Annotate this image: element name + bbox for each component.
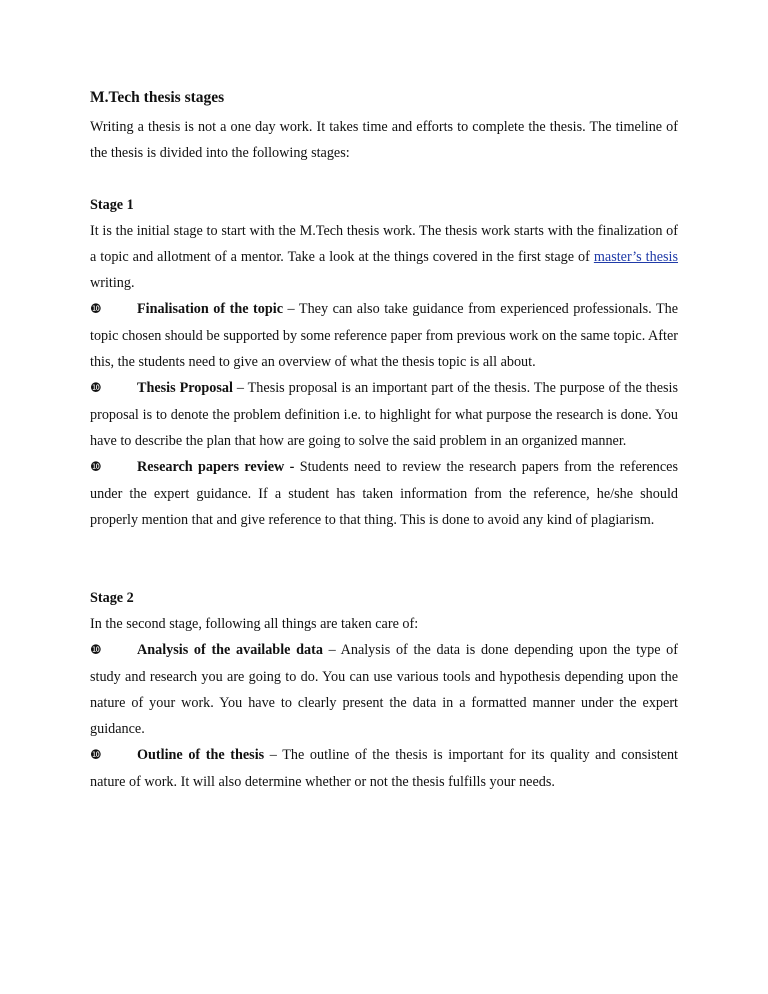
list-item xyxy=(90,296,678,375)
bullet-icon: ❿ xyxy=(90,460,102,475)
bullet-icon: ❿ xyxy=(90,643,102,658)
item-term: Thesis Proposal xyxy=(137,380,233,396)
item-text: – They can also take guidance from experienced professionals. The topic chosen should be supported by some reference paper from previous work on the same topic. After this, the students need to give an overview of what the thesis topic is all about. xyxy=(90,301,679,370)
list-item xyxy=(90,454,678,533)
item-term: Outline of the thesis xyxy=(137,747,265,763)
item-term: Finalisation of the topic xyxy=(137,301,284,317)
page-title: M.Tech thesis stages xyxy=(90,89,225,106)
spacer xyxy=(90,533,678,585)
bullet-icon: ❿ xyxy=(90,748,102,763)
item-term: Research papers review - xyxy=(137,459,295,475)
item-term: Analysis of the available data xyxy=(137,642,323,658)
stage-1-intro xyxy=(90,218,678,296)
item-text: – Analysis of the data is done depending upon the type of study and research you are going to do. You can use various tools and hypothesis depending upon the nature of your work. You have to clearly present the data in a formatted manner under the expert guidance. xyxy=(90,642,678,737)
masters-thesis-link[interactable]: master’s thesis xyxy=(593,249,679,265)
stage-1-heading: Stage 1 xyxy=(90,197,134,213)
intro-paragraph: Writing a thesis is not a one day work. It takes time and efforts to complete the thesis. The timeline of the thesis is divided into the following stages: xyxy=(90,119,678,161)
spacer xyxy=(90,166,678,192)
list-item xyxy=(90,375,678,454)
list-item xyxy=(90,742,678,795)
item-text: Students need to review the research papers from the references under the expert guidance. If a student has taken information from the reference, he/she should properly mention that and give reference to that thing. This is done to avoid any kind of plagiarism. xyxy=(90,459,678,528)
bullet-icon: ❿ xyxy=(90,302,102,317)
stage-1-intro-text: It is the initial stage to start with the M.Tech thesis work. The thesis work starts with the finalization of a topic and allotment of a mentor. Take a look at the things covered in the first stage of xyxy=(90,223,678,265)
stage-2-heading: Stage 2 xyxy=(90,590,134,606)
list-item xyxy=(90,637,678,742)
item-text: – Thesis proposal is an important part of the thesis. The purpose of the thesis proposal is to denote the problem definition i.e. to highlight for what purpose the research is done. You have to describe the plan that how are going to solve the said problem in an organized manner. xyxy=(90,380,678,449)
item-text: – The outline of the thesis is important for its quality and consistent nature of work. It will also determine whether or not the thesis fulfills your needs. xyxy=(90,747,678,790)
stage-1-intro-end: writing. xyxy=(90,275,135,291)
stage-2-intro: In the second stage, following all things are taken care of: xyxy=(90,616,419,632)
bullet-icon: ❿ xyxy=(90,381,102,396)
